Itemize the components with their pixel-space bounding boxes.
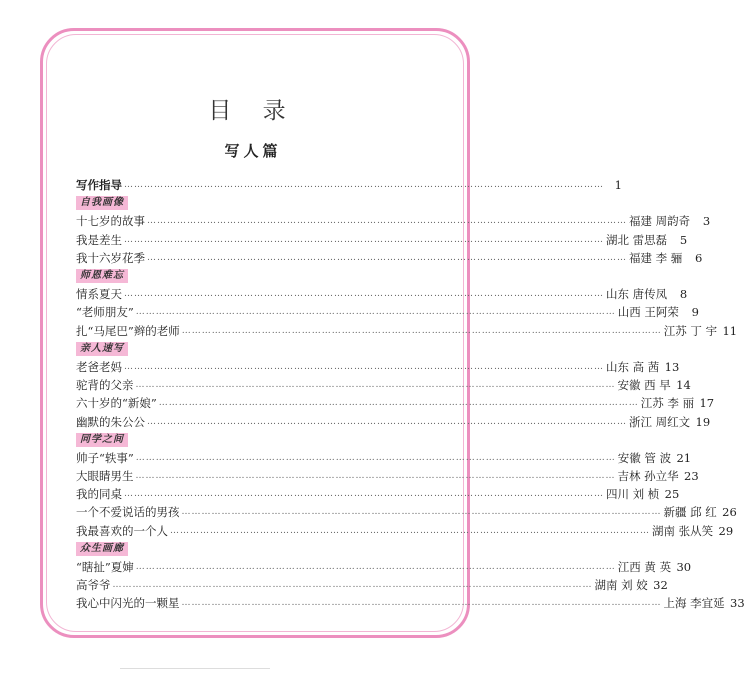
toc-entry-title: 一个不爱说话的男孩 xyxy=(76,505,180,520)
toc-entry-page: 25 xyxy=(664,487,680,502)
toc-entry-page: 19 xyxy=(695,414,711,429)
toc-entry-title: 大眼睛男生 xyxy=(76,469,134,484)
leader-dots: ……………………………………………………………………………………………………………………………… xyxy=(181,325,662,336)
toc-entry-author: 湖南 刘 姣 xyxy=(594,578,648,593)
toc-entry-title: 我最喜欢的一个人 xyxy=(76,523,168,538)
toc-entry-page: 1 xyxy=(614,178,622,193)
section-heading xyxy=(76,431,442,449)
leader-dots: ……………………………………………………………………………………………………………………………… xyxy=(124,289,604,300)
toc-entry-author: 浙江 周红文 xyxy=(629,414,691,429)
toc-entry[interactable] xyxy=(76,322,738,340)
toc-entry-title: 老爸老妈 xyxy=(76,359,122,374)
table-of-contents xyxy=(76,176,745,613)
toc-entry[interactable] xyxy=(76,449,692,467)
toc-entry-author: 江苏 丁 宇 xyxy=(663,323,718,338)
section-heading xyxy=(76,340,442,358)
chapter-subtitle: 写人篇 xyxy=(224,142,282,160)
toc-entry-title: “瞎扯”夏婶 xyxy=(76,560,134,575)
toc-entry-author: 福建 周韵奇 xyxy=(629,214,691,229)
leader-dots: ……………………………………………………………………………………………………………………………… xyxy=(124,234,604,245)
toc-entry-author: 福建 李 骊 xyxy=(629,250,683,265)
toc-entry-page: 11 xyxy=(722,323,738,338)
toc-entry-page: 23 xyxy=(684,469,699,484)
toc-entry-title: 扎“马尾巴”辫的老师 xyxy=(76,323,180,338)
toc-entry[interactable] xyxy=(76,594,745,612)
toc-entry-page: 9 xyxy=(691,305,699,320)
toc-entry-title: 我心中闪光的一颗星 xyxy=(76,596,180,611)
toc-entry[interactable] xyxy=(76,212,711,230)
bottom-divider xyxy=(120,668,270,669)
toc-entry-author: 安徽 管 波 xyxy=(617,450,672,465)
section-tag: 亲人速写 xyxy=(76,342,128,356)
toc-entry-page: 32 xyxy=(653,578,668,593)
toc-entry-page: 17 xyxy=(699,396,715,411)
toc-entry-title: 情系夏天 xyxy=(76,287,122,302)
leader-dots: ……………………………………………………………………………………………………………………………… xyxy=(170,525,650,536)
section-heading xyxy=(76,267,442,285)
leader-dots: ……………………………………………………………………………………………………………………………… xyxy=(112,580,593,591)
leader-dots: ……………………………………………………………………………………………………………………………… xyxy=(135,452,616,463)
toc-entry-page: 13 xyxy=(664,359,680,374)
toc-entry-author: 安徽 西 早 xyxy=(617,378,671,393)
toc-entry[interactable] xyxy=(76,467,699,485)
toc-entry-author: 吉林 孙立华 xyxy=(617,469,679,484)
toc-entry-author: 湖北 雷思磊 xyxy=(606,232,668,247)
toc-entry[interactable] xyxy=(76,376,691,394)
toc-entry[interactable] xyxy=(76,412,711,430)
section-tag: 众生画廊 xyxy=(76,542,128,556)
toc-entry-title: “老师朋友” xyxy=(76,305,134,320)
toc-entry[interactable] xyxy=(76,522,734,540)
toc-entry[interactable] xyxy=(76,231,688,249)
toc-entry-author: 上海 李宜延 xyxy=(663,596,725,611)
toc-entry-title: 六十岁的“新娘” xyxy=(76,396,157,411)
toc-entry-page: 6 xyxy=(694,250,703,265)
toc-entry-author: 湖南 张从笑 xyxy=(652,523,714,538)
toc-entry-title: 我十六岁花季 xyxy=(76,250,145,265)
toc-entry-page: 29 xyxy=(718,523,734,538)
section-tag: 师恩难忘 xyxy=(76,269,128,283)
leader-dots: ……………………………………………………………………………………………………………………………… xyxy=(135,307,616,318)
toc-entry-author: 新疆 邱 红 xyxy=(663,505,717,520)
toc-entry-title: 幽默的朱公公 xyxy=(76,414,145,429)
toc-entry-guide[interactable] xyxy=(76,176,622,194)
toc-entry-author: 四川 刘 桢 xyxy=(606,487,660,502)
toc-entry-title: 我的同桌 xyxy=(76,487,122,502)
toc-entry-page: 30 xyxy=(676,560,692,575)
toc-entry-title: 十七岁的故事 xyxy=(76,214,145,229)
toc-entry[interactable] xyxy=(76,485,680,503)
leader-dots: ……………………………………………………………………………………………………………………………… xyxy=(124,489,604,500)
section-tag: 同学之间 xyxy=(76,433,128,447)
leader-dots: ……………………………………………………………………………………………………………………………… xyxy=(181,507,662,518)
toc-entry[interactable] xyxy=(76,558,692,576)
toc-entry[interactable] xyxy=(76,358,680,376)
toc-entry-page: 21 xyxy=(676,450,692,465)
leader-dots: ……………………………………………………………………………………………………………………………… xyxy=(135,380,616,391)
leader-dots: ……………………………………………………………………………………………………………………………… xyxy=(181,598,662,609)
page-title: 目 录 xyxy=(208,98,298,124)
section-heading xyxy=(76,540,442,558)
toc-entry-page: 3 xyxy=(702,214,711,229)
toc-entry-page: 14 xyxy=(676,378,691,393)
leader-dots: ……………………………………………………………………………………………………………………………… xyxy=(147,416,627,427)
toc-entry-author: 江西 黄 英 xyxy=(617,560,672,575)
toc-entry-title: 高爷爷 xyxy=(76,578,111,593)
toc-sections xyxy=(76,194,745,612)
toc-entry[interactable] xyxy=(76,576,668,594)
leader-dots: ……………………………………………………………………………………………………………………………… xyxy=(124,361,604,372)
leader-dots: ……………………………………………………………………………………………………………………………… xyxy=(135,562,616,573)
toc-entry-author: 江苏 李 丽 xyxy=(640,396,695,411)
toc-entry-page: 5 xyxy=(679,232,688,247)
leader-dots: ……………………………………………………………………………………………………………………………… xyxy=(147,252,627,263)
toc-entry-title: 我是差生 xyxy=(76,232,122,247)
toc-entry-author: 山东 高 茜 xyxy=(606,359,660,374)
toc-entry-title: 驼背的父亲 xyxy=(76,378,134,393)
toc-entry[interactable] xyxy=(76,285,688,303)
section-tag: 自我画像 xyxy=(76,196,128,210)
toc-entry[interactable] xyxy=(76,394,715,412)
leader-dots: ……………………………………………………………………………………………………………………………… xyxy=(124,180,604,191)
toc-entry-author: 山东 唐传凤 xyxy=(606,287,668,302)
toc-entry-page: 8 xyxy=(679,287,688,302)
toc-entry[interactable] xyxy=(76,503,737,521)
toc-entry-page: 33 xyxy=(730,596,745,611)
leader-dots: ……………………………………………………………………………………………………………………………… xyxy=(147,216,627,227)
toc-entry[interactable] xyxy=(76,303,699,321)
toc-entry-title: 写作指导 xyxy=(76,178,122,193)
leader-dots: ……………………………………………………………………………………………………………………………… xyxy=(135,471,616,482)
toc-entry[interactable] xyxy=(76,249,703,267)
toc-entry-page: 26 xyxy=(722,505,737,520)
leader-dots: ……………………………………………………………………………………………………………………………… xyxy=(158,398,639,409)
toc-entry-author: 山西 王阿荣 xyxy=(617,305,679,320)
section-heading xyxy=(76,194,442,212)
toc-entry-title: 帅子“轶事” xyxy=(76,450,134,465)
